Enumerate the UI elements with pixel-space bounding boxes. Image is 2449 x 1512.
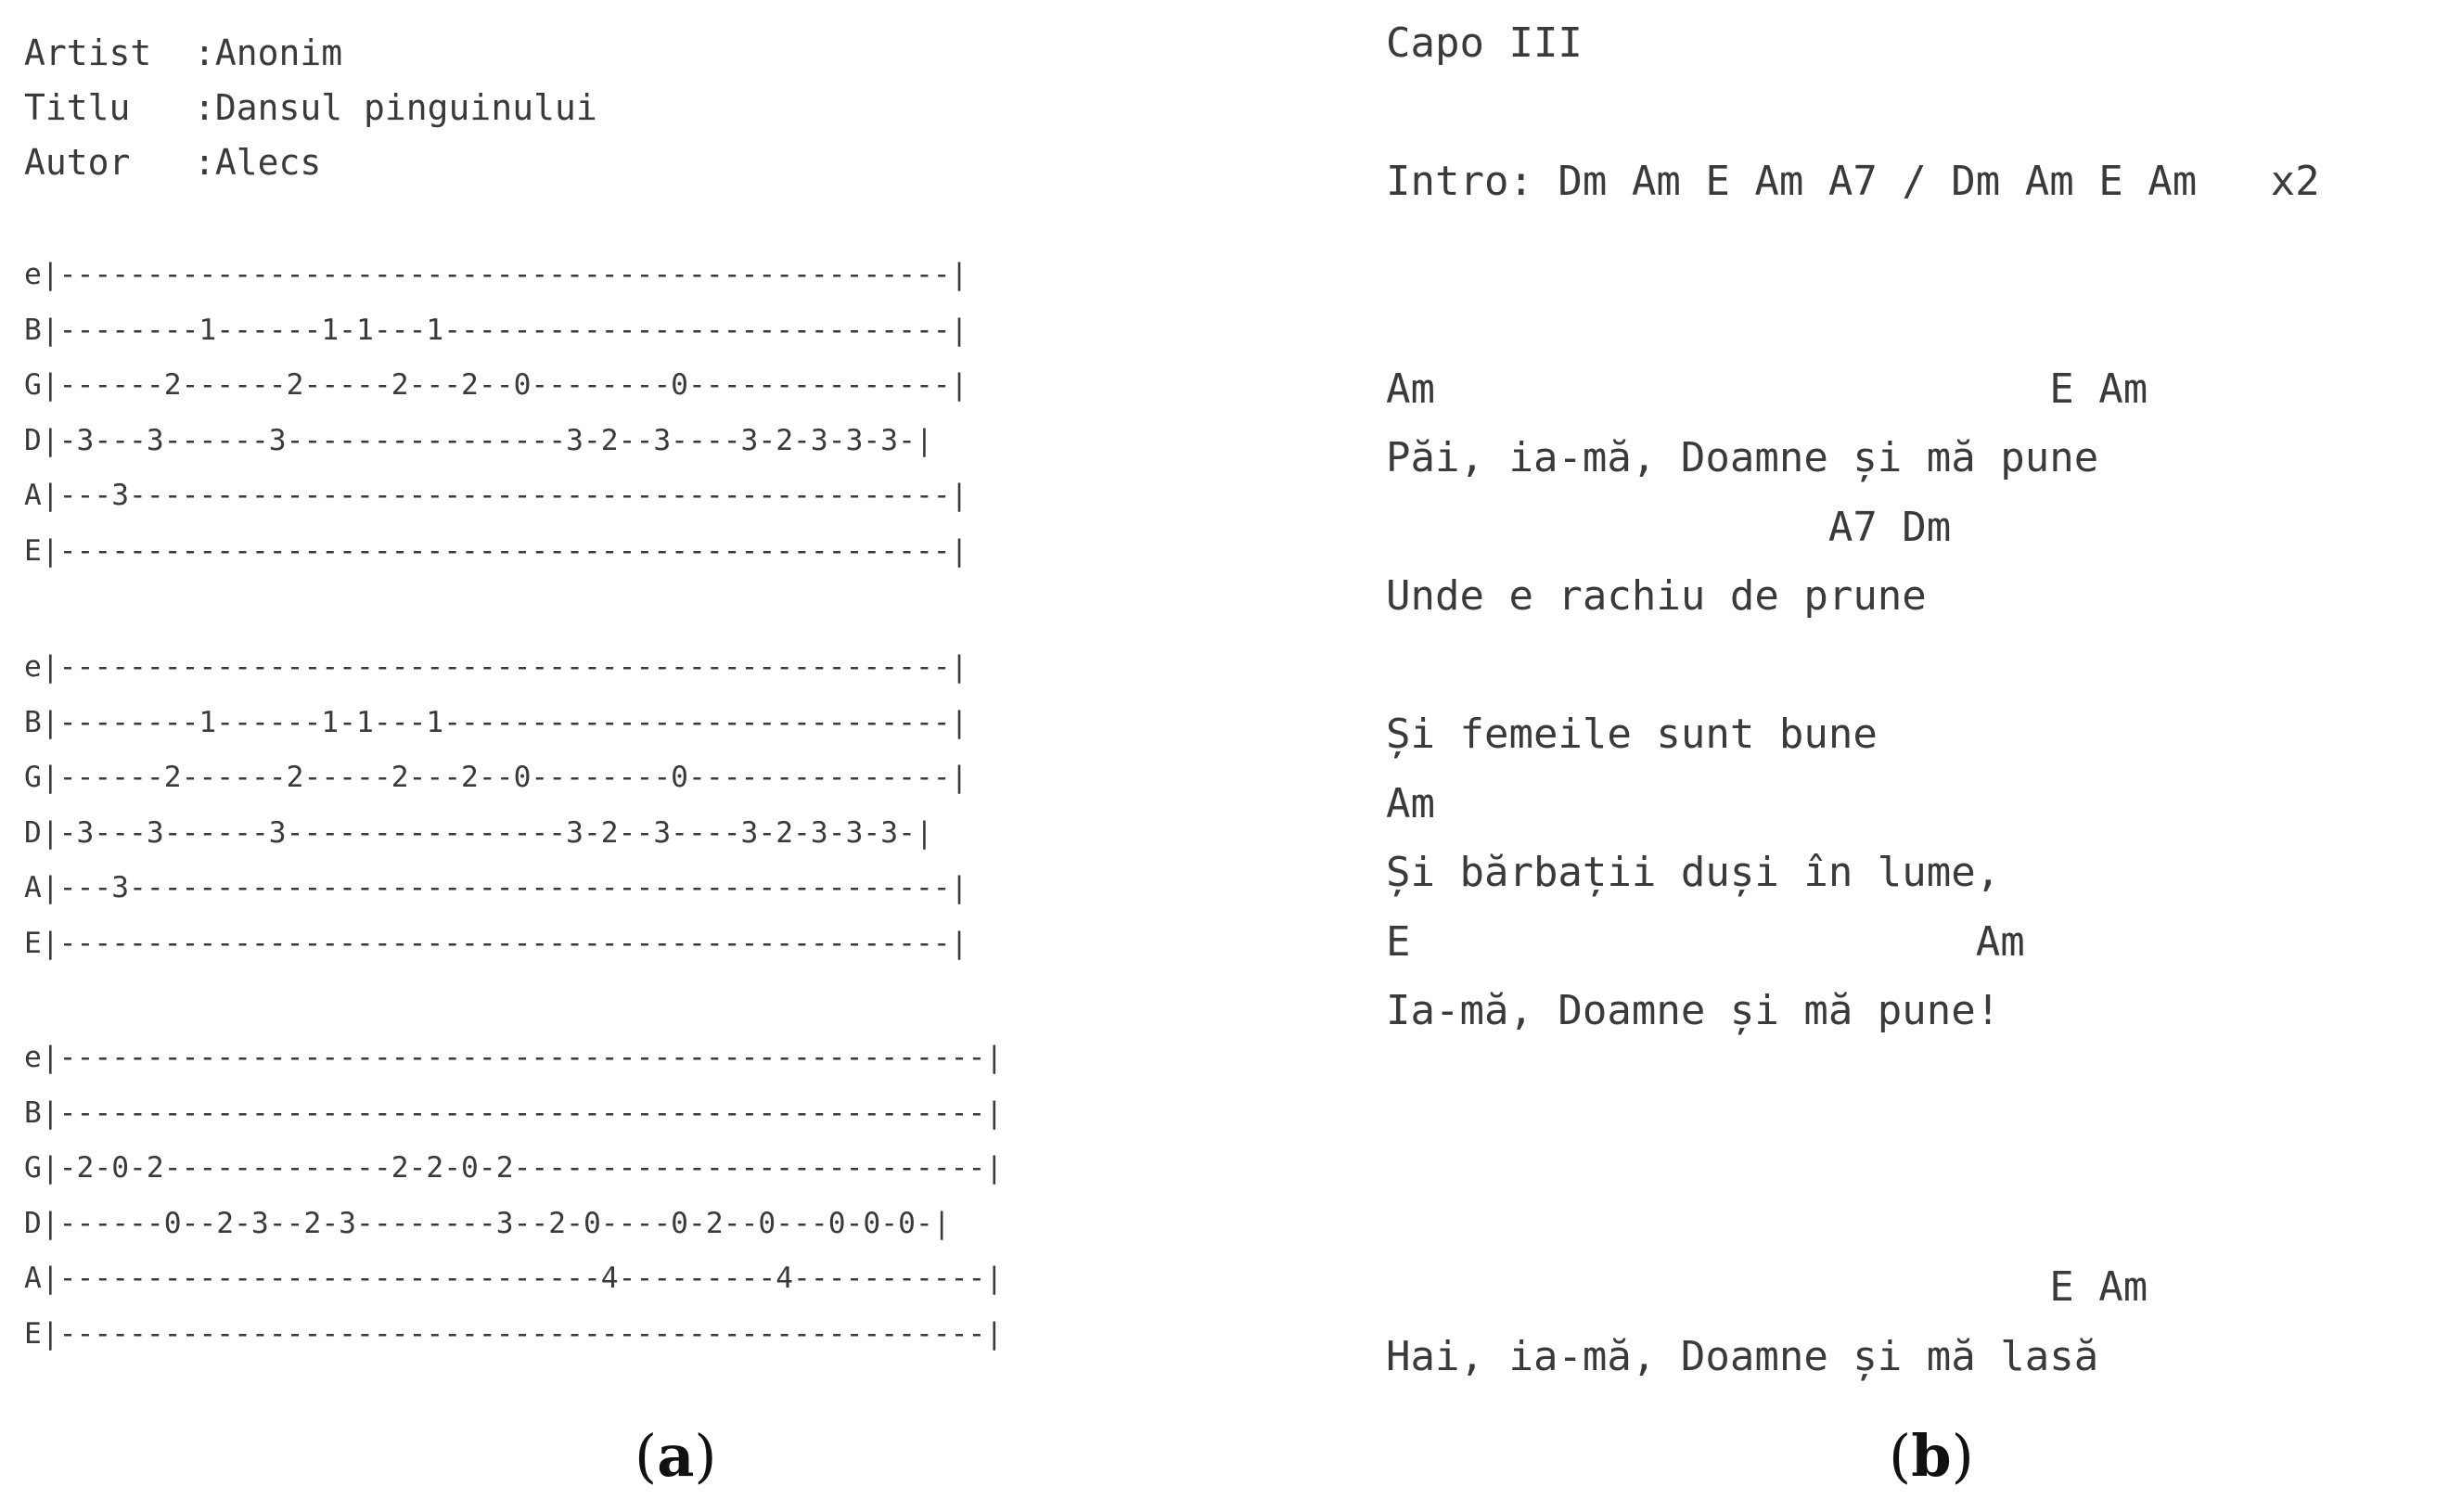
caption-letter: b	[1911, 1422, 1952, 1490]
meta-artist: Artist :Anonim	[24, 32, 343, 73]
lyric-line: Unde e rachiu de prune	[1386, 572, 1927, 620]
lyric-line: Și bărbații duși în lume,	[1386, 849, 2001, 896]
tab-string-d: D|-3---3------3----------------3-2--3----3-2-3-3-3-|	[24, 815, 933, 850]
caption-a	[635, 1419, 717, 1493]
blank-line	[1386, 1185, 2443, 1254]
tab-string-d: D|-3---3------3----------------3-2--3----3-2-3-3-3-|	[24, 423, 933, 457]
blank-line	[1386, 1046, 2443, 1116]
chord-line: E Am	[1386, 917, 2025, 966]
meta-title: Titlu :Dansul pinguinului	[24, 87, 597, 128]
tab-string-e: e|---------------------------------------------------|	[24, 650, 968, 684]
blank-line	[1386, 286, 2443, 355]
tab-string-a: A|-------------------------------4---------4-----------|	[24, 1262, 1004, 1295]
tab-string-d: D|------0--2-3--2-3--------3--2-0----0-2--0---0-0-0-|	[24, 1206, 951, 1240]
tab-block-3	[24, 1031, 1286, 1362]
lyric-line: Și femeile sunt bune	[1386, 711, 1878, 758]
tab-string-a: A|---3-----------------------------------------------|	[24, 479, 968, 512]
tab-string-low-e: E|-----------------------------------------------------|	[24, 1316, 1004, 1351]
lyric-line: Ia-mă, Doamne și mă pune!	[1386, 987, 2001, 1034]
chord-line: A7 Dm	[1386, 503, 1952, 551]
chord-lyrics-panel	[1386, 9, 2443, 1382]
song-meta	[24, 26, 1286, 190]
caption-close: )	[1951, 1422, 1974, 1490]
caption-open: (	[635, 1422, 658, 1490]
tab-string-g: G|------2------2-----2---2--0--------0---------------|	[24, 761, 968, 794]
meta-author: Autor :Alecs	[24, 142, 322, 183]
tab-string-a: A|---3-----------------------------------------------|	[24, 871, 968, 904]
tab-string-b: B|--------1------1-1---1-----------------------------|	[24, 705, 968, 739]
caption-close: )	[694, 1422, 717, 1490]
tab-string-b: B|--------1------1-1---1-----------------------------|	[24, 313, 968, 347]
intro-line: Intro: Dm Am E Am A7 / Dm Am E Am x2	[1386, 158, 2320, 205]
caption-b	[1889, 1419, 1974, 1493]
blank-line	[1386, 79, 2443, 148]
caption-open: (	[1889, 1422, 1912, 1490]
tab-string-low-e: E|---------------------------------------------------|	[24, 533, 968, 568]
chord-line: Am E Am	[1386, 365, 2148, 413]
caption-letter: a	[657, 1422, 695, 1490]
tab-string-e: e|-----------------------------------------------------|	[24, 1041, 1004, 1074]
tablature-panel	[24, 26, 1286, 1371]
tab-string-e: e|---------------------------------------------------|	[24, 258, 968, 291]
capo-line: Capo III	[1386, 19, 1583, 67]
tab-block-1	[24, 248, 1286, 579]
blank-line	[1386, 217, 2443, 287]
chord-line: E Am	[1386, 1263, 2148, 1311]
blank-line	[1386, 632, 2443, 701]
tab-string-low-e: E|---------------------------------------------------|	[24, 926, 968, 960]
lyric-line: Hai, ia-mă, Doamne și mă lasă	[1386, 1332, 2099, 1380]
lyric-line: Păi, ia-mă, Doamne și mă pune	[1386, 434, 2099, 481]
tab-string-g: G|-2-0-2-------------2-2-0-2---------------------------|	[24, 1151, 1004, 1185]
tab-string-b: B|-----------------------------------------------------|	[24, 1096, 1004, 1130]
blank-line	[1386, 1115, 2443, 1185]
tab-block-2	[24, 640, 1286, 971]
chord-line: Am	[1386, 779, 1435, 827]
tab-string-g: G|------2------2-----2---2--0--------0---------------|	[24, 368, 968, 402]
